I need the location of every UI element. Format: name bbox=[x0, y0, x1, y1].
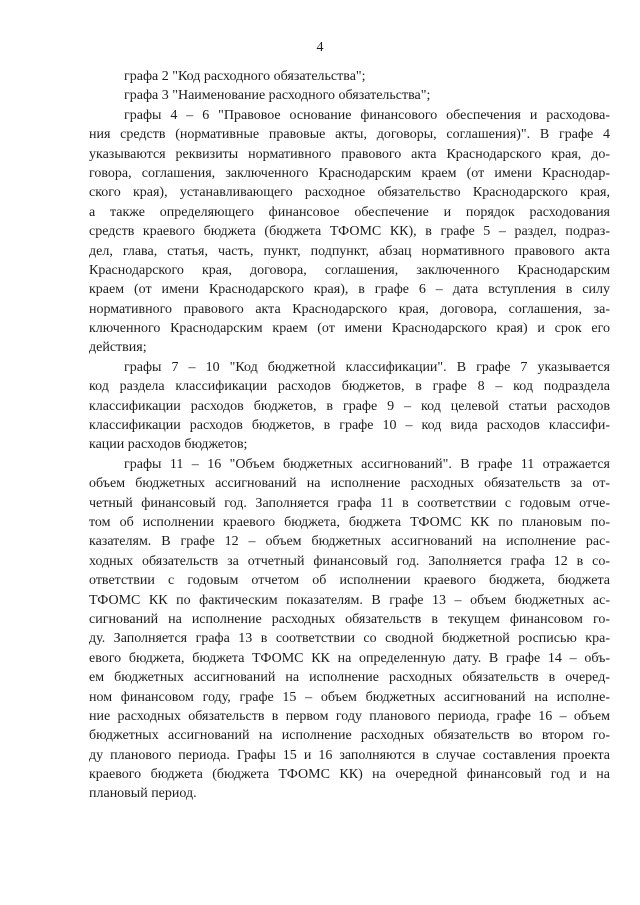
text-line: ТФОМС КК по фактическим показателям. В графе 13 – объем бюджетных ас- bbox=[89, 592, 610, 608]
text-line: нормативного правового акта Краснодарского края, договора, соглашения, за- bbox=[89, 301, 610, 317]
text-line: графы 7 – 10 "Код бюджетной классификации". В графе 7 указывается bbox=[124, 359, 610, 375]
text-line: графы 11 – 16 "Объем бюджетных ассигнований". В графе 11 отражается bbox=[124, 456, 610, 472]
text-line: сигнований на исполнение расходных обязательств в текущем финансовом го- bbox=[89, 611, 610, 627]
text-line: дел, глава, статья, часть, пункт, подпункт, абзац нормативного правового акта bbox=[89, 243, 610, 259]
text-line: том об исполнении краевого бюджета, бюджета ТФОМС КК по плановым по- bbox=[89, 514, 610, 530]
text-line: графы 4 – 6 "Правовое основание финансового обеспечения и расходова- bbox=[124, 107, 610, 123]
text-line: Краснодарского края, договора, соглашения, заключенного Краснодарским bbox=[89, 262, 610, 278]
text-line: графа 3 "Наименование расходного обязательства"; bbox=[124, 88, 431, 104]
text-line: краевого бюджета (бюджета ТФОМС КК) на очередной финансовый год и на bbox=[89, 767, 610, 783]
text-line: ду. Заполняется графа 13 в соответствии со сводной бюджетной росписью кра- bbox=[89, 631, 610, 647]
text-line: ходных обязательств за отчетный финансовый год. Заполняется графа 12 в со- bbox=[89, 553, 610, 569]
text-line: ем бюджетных ассигнований на исполнение расходных обязательств в очеред- bbox=[89, 670, 610, 686]
text-line: ном финансовом году, графе 15 – объем бюджетных ассигнований на исполне- bbox=[89, 689, 610, 705]
text-line: евого бюджета, бюджета ТФОМС КК на определенную дату. В графе 14 – объ- bbox=[89, 650, 610, 666]
text-line: объем бюджетных ассигнований на исполнение расходных обязательств за от- bbox=[89, 476, 610, 492]
text-line: классификации расходов бюджетов, в графе 10 – код вида расходов классифи- bbox=[89, 418, 610, 434]
document-body bbox=[89, 67, 610, 804]
text-line: ду планового периода. Графы 15 и 16 заполняются в случае составления проекта bbox=[89, 747, 610, 763]
text-line: ния средств (нормативные правовые акты, договоры, соглашения)". В графе 4 bbox=[89, 127, 610, 143]
text-line: ского края), устанавливающего расходное обязательство Краснодарского края, bbox=[89, 185, 610, 201]
text-line: кации расходов бюджетов; bbox=[89, 437, 248, 453]
text-line: краем (от имени Краснодарского края), в графе 6 – дата вступления в силу bbox=[89, 282, 610, 298]
text-line: классификации расходов бюджетов, в графе 9 – код целевой статьи расходов bbox=[89, 398, 610, 414]
text-line: графа 2 "Код расходного обязательства"; bbox=[124, 69, 366, 84]
text-line: ние расходных обязательств в первом году планового периода, графе 16 – объем bbox=[89, 708, 610, 724]
text-line: средств краевого бюджета (бюджета ТФОМС КК), в графе 5 – раздел, подраз- bbox=[89, 224, 610, 240]
text-line: код раздела классификации расходов бюджетов, в графе 8 – код подраздела bbox=[89, 379, 610, 395]
text-line: ответствии с годовым отчетом об исполнении краевого бюджета, бюджета bbox=[89, 573, 610, 589]
text-line: а также определяющего финансовое обеспечение и порядок расходования bbox=[89, 204, 610, 220]
text-line: действия; bbox=[89, 340, 147, 356]
text-line: четный финансовый год. Заполняется графа 11 в соответствии с годовым отче- bbox=[89, 495, 610, 511]
text-line: бюджетных ассигнований на исполнение расходных обязательств во втором го- bbox=[89, 728, 610, 744]
page-number: 4 bbox=[316, 40, 324, 55]
text-line: говора, соглашения, заключенного Краснодарским краем (от имени Краснодар- bbox=[89, 165, 610, 181]
text-line: указываются реквизиты нормативного правового акта Краснодарского края, до- bbox=[89, 146, 610, 162]
text-line: ключенного Краснодарским краем (от имени Краснодарского края) и срок его bbox=[89, 321, 610, 337]
text-line: плановый период. bbox=[89, 786, 197, 802]
text-line: казателям. В графе 12 – объем бюджетных ассигнований на исполнение рас- bbox=[89, 534, 610, 550]
